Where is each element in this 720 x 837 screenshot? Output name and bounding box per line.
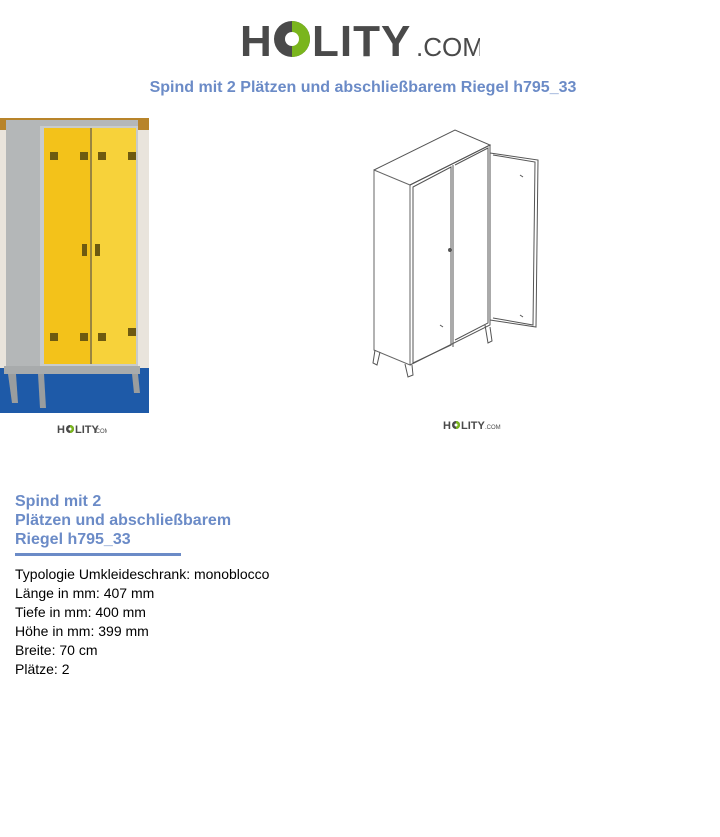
svg-text:.COM: .CO — [94, 429, 105, 435]
spec-item: Typologie Umkleideschrank: monoblocco — [15, 566, 270, 582]
svg-text:.COM: .COM — [485, 425, 501, 431]
yellow-locker-photo[interactable] — [0, 118, 149, 413]
spec-item: Tiefe in mm: 400 mm — [15, 604, 146, 620]
logo-text-h: H — [240, 17, 273, 64]
logo-o-icon — [274, 21, 310, 57]
heading-line: Riegel h795_33 — [15, 531, 131, 548]
spec-item: Breite: 70 cm — [15, 642, 98, 658]
spec-list — [15, 565, 269, 679]
holity-logo[interactable] — [240, 12, 480, 64]
spec-item: Länge in mm: 407 mm — [15, 585, 155, 601]
locker-line-drawing[interactable] — [360, 125, 550, 380]
spec-item: Höhe in mm: 399 mm — [15, 623, 149, 639]
svg-text:LITY: LITY — [75, 424, 99, 436]
heading-underline — [15, 553, 181, 556]
heading-line: Spind mit 2 — [15, 493, 102, 510]
heading-line: Plätzen und abschließbarem — [15, 512, 232, 529]
svg-text:LITY: LITY — [461, 420, 485, 432]
photo-small-logo — [57, 422, 107, 436]
logo-text-domain: .COM — [416, 32, 480, 62]
logo-text-lity: LITY — [312, 17, 412, 64]
product-heading — [15, 492, 245, 549]
svg-text:H: H — [57, 424, 65, 436]
drawing-small-logo — [443, 418, 503, 432]
page-title: Spind mit 2 Plätzen und abschließbarem Riegel h795_33 — [149, 79, 577, 96]
svg-text:H: H — [443, 420, 451, 432]
spec-item: Plätze: 2 — [15, 661, 70, 677]
